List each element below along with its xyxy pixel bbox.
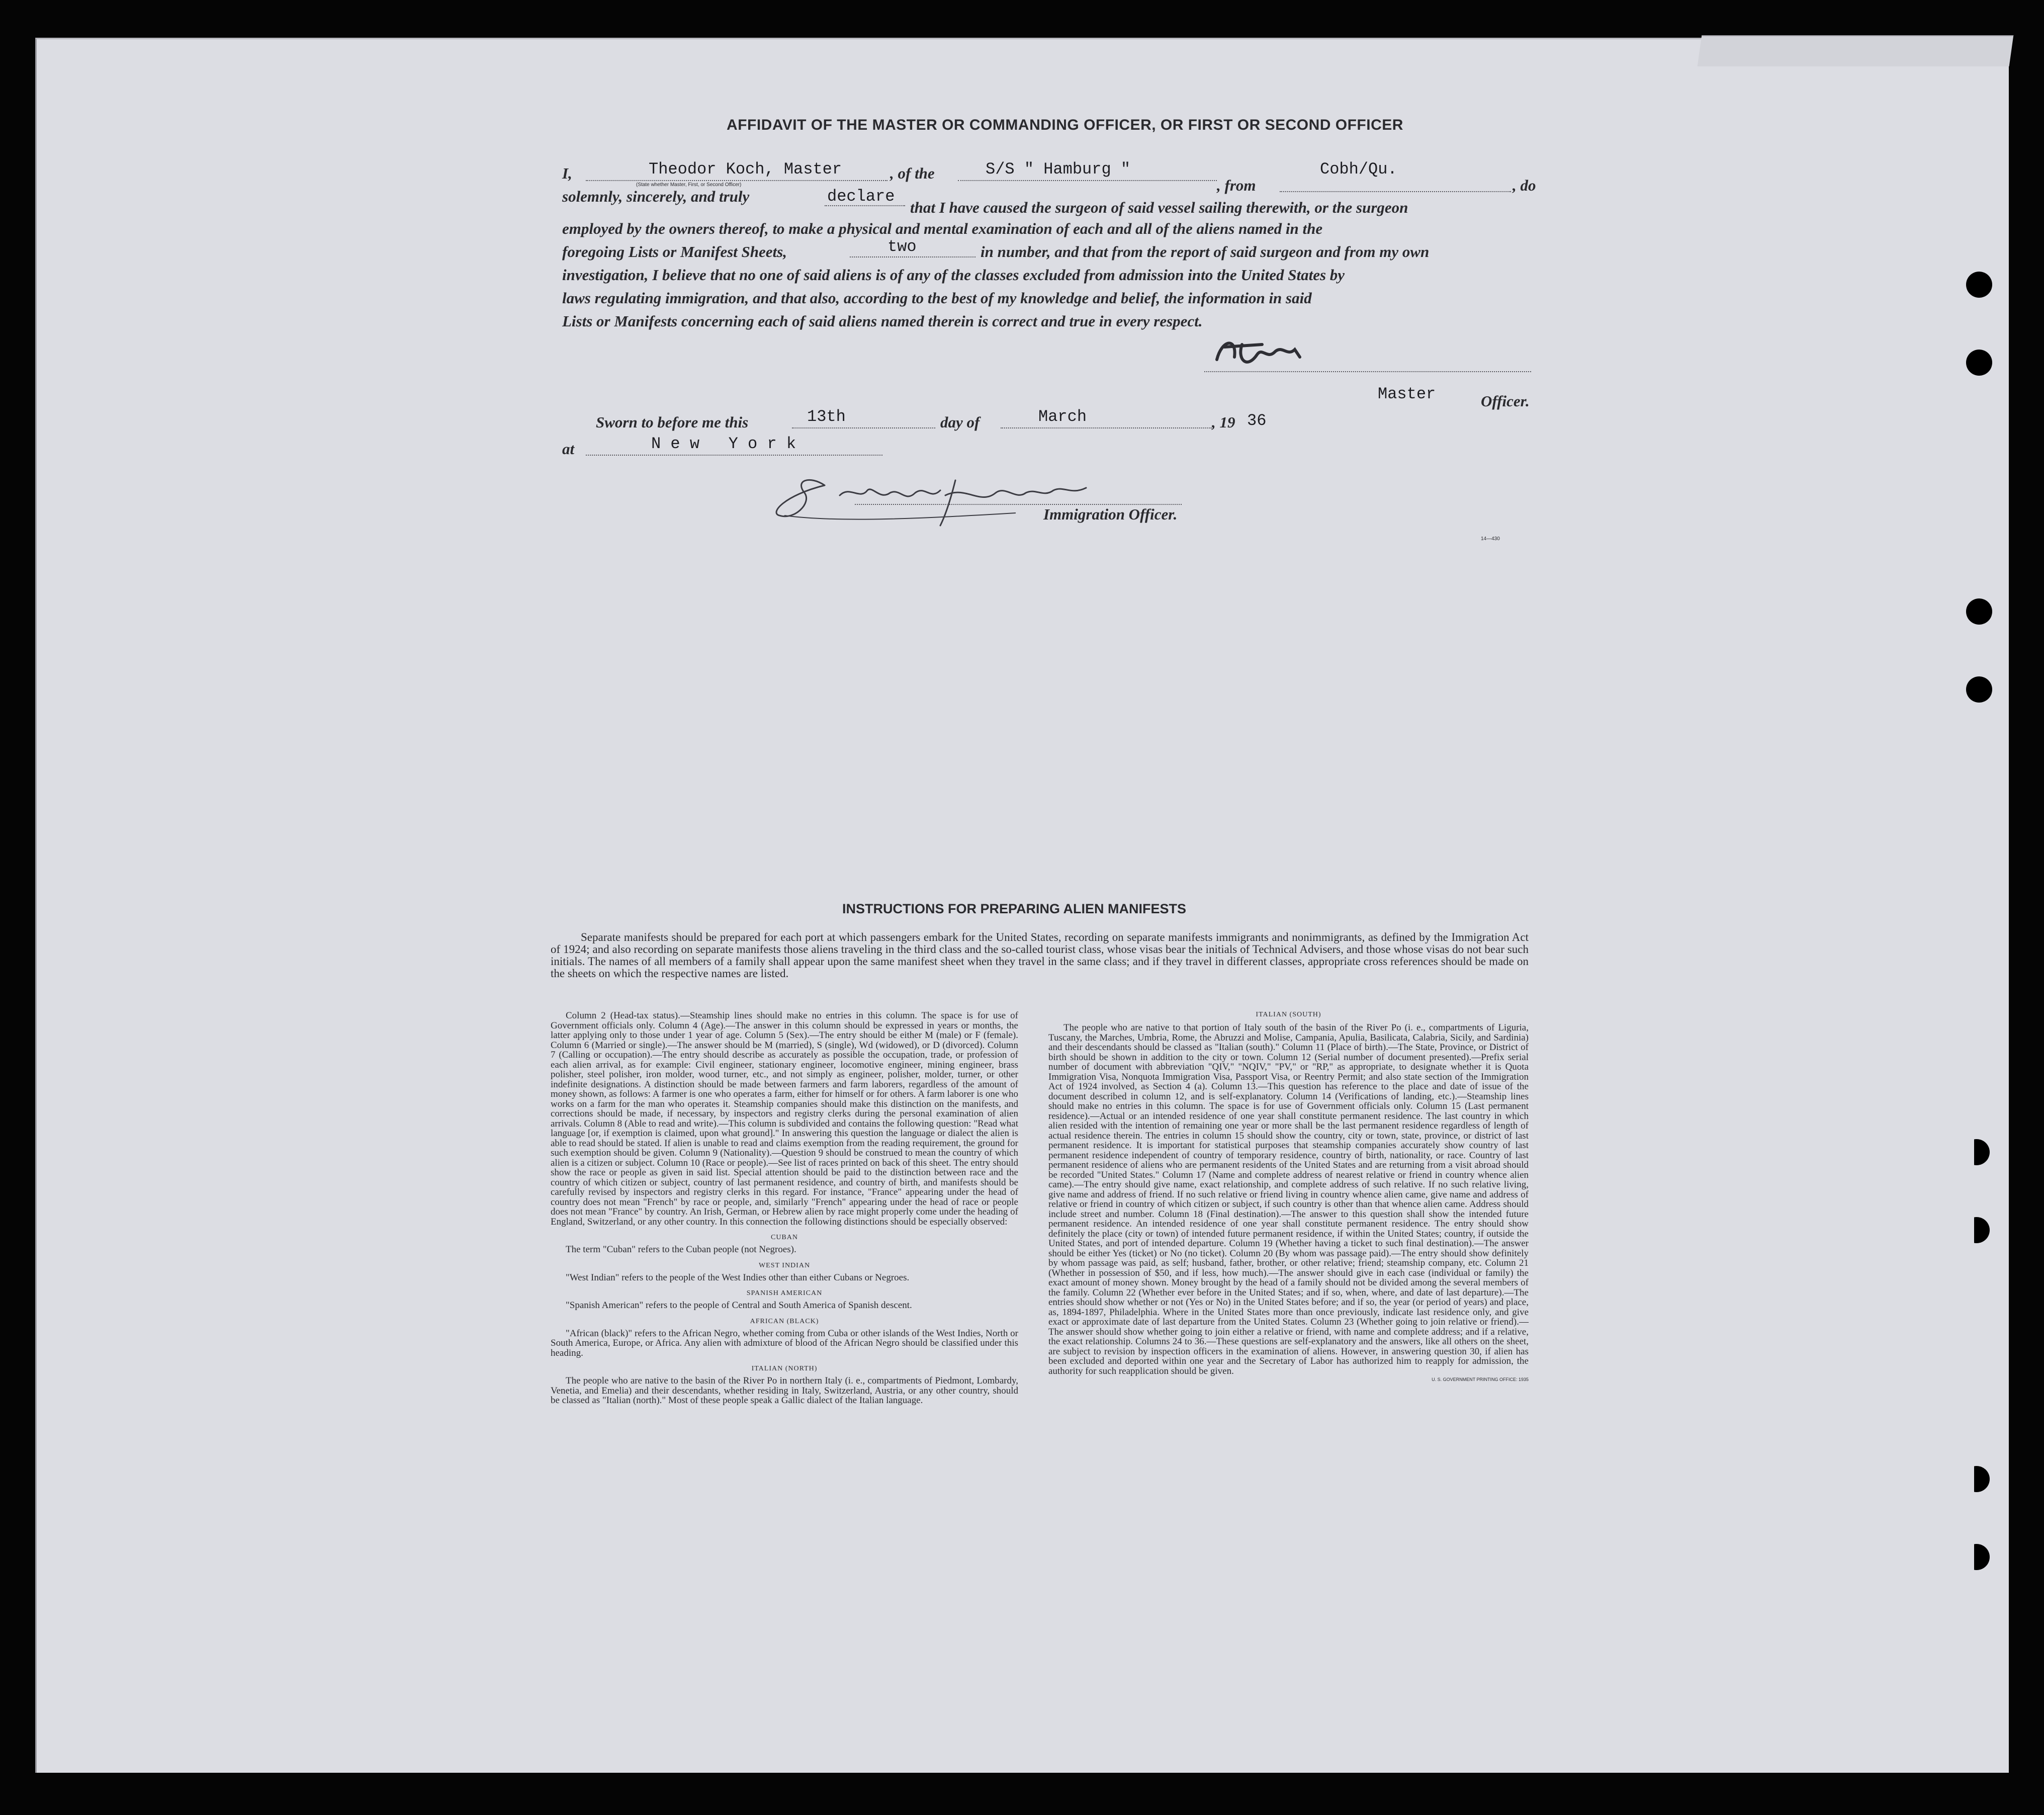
left-column-text: Column 2 (Head-tax status).—Steamship lines should make no entries in this column. The space is for use of Government officials only. Column 4 (Age).—The answer in this column should be expressed in years or months, the latter applying only to those under 1 year of age. Column 5 (Sex).—The entry should be either M (male) or F (female). Column 6 (Married or single).—The answer should be M (married), S (single), Wd (widowed), or D (divorced). Column 7 (Calling or occupation).—The entry should describe as accurately as possible the occupation, trade, or profession of each alien arrival, as for example: Civil engineer, stationary engineer, locomotive engineer, mining engineer, brass polisher, steel polisher, iron molder, wood turner, etc., and not simply as engineer, polisher, molder, turner, or other indefinite designations. A distinction should be made between farmers and farm laborers, regardless of the amount of money shown, as follows: A farmer is one who operates a farm, either for himself or for others. A farm laborer is one who works on a farm for the man who operates it. Steamship companies should make this distinction on the manifests, and corrections should be made, if necessary, by inspectors and registry clerks during the personal examination of alien arrivals. Column 8 (Able to read and write).—This column is subdivided and contains the following question: "Read what language [or, if exemption is claimed, upon what ground]." In answering this question the language or dialect the alien is able to read should be stated. If alien is unable to read and claims exemption from the reading requirement, the ground for such exemption should be given. Column 9 (Nationality).—Question 9 should be construed to mean the country of which alien is a citizen or subject. Column 10 (Race or people).—See list of races printed on back of this sheet. The entry should show the race or people as given in said list. Special attention should be paid to the distinction between race and the country of which citizen or subject, country of last permanent residence, and country of birth, and manifests should be carefully revised by inspectors and registry clerks in this regard. For instance, "France" appearing under the head of country does not mean "French" by race or people, and, similarly "French" appearing under the head of race or people does not mean "France" by country. An Irish, German, or Hebrew alien by race might properly come under the heading of England, Switzerland, or any other country. In this connection the following distinctions should be especially observed: [551, 1010, 1018, 1227]
rank-field: Master [1378, 385, 1436, 403]
affidavit-line-6: laws regulating immigration, and that also, according to the best of my knowledge and belief, the information in said [562, 289, 1312, 307]
cuban-text: The term "Cuban" refers to the Cuban people (not Negroes). [566, 1244, 796, 1255]
affidavit-line-7: Lists or Manifests concerning each of said aliens named therein is correct and true in every respect. [562, 312, 1203, 330]
affidavit-line-2a: solemnly, sincerely, and truly [562, 188, 750, 205]
master-name-line [586, 180, 887, 181]
master-signature-line [1204, 371, 1531, 372]
instructions-left-column [551, 1011, 1018, 1406]
spanish-american-heading: SPANISH AMERICAN [746, 1289, 823, 1297]
master-caption: (State whether Master, First, or Second Officer) [636, 182, 742, 188]
declare-line [825, 205, 905, 206]
punch-hole-icon [1966, 272, 1992, 298]
italian-north-text: The people who are native to the basin of the River Po in northern Italy (i. e., compartments of Piedmont, Lombardy, Venetia, and Emelia) and their descendants, whether residing in Italy, Switzerland, Austria, or any other country, should be classed as "Italian (north)." Most of these people speak a Gallic dialect of the Italian language. [551, 1375, 1018, 1406]
african-heading: AFRICAN (BLACK) [750, 1317, 819, 1325]
sworn-text-a: Sworn to before me this [596, 413, 749, 431]
instructions-title: INSTRUCTIONS FOR PREPARING ALIEN MANIFESTS [842, 901, 1187, 916]
sworn-text-b: day of [940, 413, 980, 431]
master-signature [1207, 329, 1338, 380]
day-line [792, 427, 935, 428]
officer-word: Officer. [1481, 392, 1530, 410]
master-name-field: Theodor Koch, Master [649, 160, 842, 179]
sheet-count-line [850, 256, 975, 257]
month-field: March [1038, 407, 1087, 426]
punch-hole-icon [1964, 1139, 1990, 1165]
punch-hole-icon [1966, 598, 1992, 625]
punch-hole-icon [1964, 1217, 1990, 1243]
cuban-heading: CUBAN [770, 1234, 798, 1241]
west-indian-heading: WEST INDIAN [758, 1261, 811, 1269]
sheet-count-field: two [887, 237, 917, 256]
sworn-text-c: , 19 [1212, 413, 1235, 431]
port-line [1280, 191, 1511, 192]
right-column-text: The people who are native to that portion of Italy south of the basin of the River Po (i. e., compartments of Liguria, Tuscany, the Marches, Umbria, Rome, the Abruzzi and Molise, Campania, Apulia, Basilicata, Calabria, Sicily, and Sardinia) and their descendants should be classed as "Italian (south)." Column 11 (Place of birth).—The State, Province, or District of birth should be shown in addition to the city or town. Column 12 (Serial number of document presented).—Prefix serial number of document with abbreviation "QIV," "NQIV," "PV," or "RP," as appropriate, to designate whether it is Quota Immigration Visa, Nonquota Immigration Visa, Passport Visa, or Reentry Permit; and also state section of the Immigration Act of 1924 involved, as Section 4 (a). Column 13.—This question has reference to the place and date of issue of the document described in column 12, and is self-explanatory. Column 14 (Verifications of landing, etc.).—Steamship lines should make no entries in this column. The space is for use of Government officials only. Column 15 (Last permanent residence).—Actual or an intended residence of one year shall constitute permanent residence. The last country in which alien resided with the intention of remaining one year or more shall be the last permanent residence regardless of length of actual residence therein. The entries in column 15 should show the country, city or town, state, province, or district of last permanent residence. It is important for statistical purposes that steamship companies accurately show country of last permanent residence independent of country of temporary residence, country of birth, nationality, or race. Country of last permanent residence of aliens who are permanent residents of the United States and are returning from a visit abroad should be recorded "United States." Column 17 (Name and complete address of nearest relative or friend in country whence alien came).—The entry should give name, exact relationship, and complete address of such relative. If no such relative living, give name and address of friend. If no such relative or friend living in country whence alien came, give name and address of relative or friend in country of which citizen or subject, if such country is other than that whence alien came. Address should include street and number. Column 18 (Final destination).—The answer to this question shall show the intended future permanent residence. An intended residence of one year shall constitute permanent residence. The entry should show definitely the place (city or town) of intended future permanent residence, if within the United States; country, if outside the United States, and port of intended departure. Column 19 (Whether having a ticket to such final destination).—The answer should be either Yes (ticket) or No (no ticket). Column 20 (By whom was passage paid).—The entry should show definitely by whom passage was paid, as self; husband, father, brother, or other relative; friend; steamship company, etc. Column 21 (Whether in possession of $50, and if less, how much).—The answer should give in each case (individual or family) the exact amount of money shown. Money brought by the head of a family should not be divided among the several members of the family. Column 22 (Whether ever before in the United States; and if so, when, where, and date of last departure).—The entries should show whether or not (Yes or No) in the United States before; and if so, the year (or period of years) and place, as, 1894-1897, Philadelphia. Where in the United States more than once previously, indicate last residence only, and give exact or approximate date of last departure from the United States. Column 23 (Whether going to join relative or friend).—The answer should show whether going to join either a relative or friend, with name and complete address; and if a relative, the exact relationship. Columns 24 to 36.—These questions are self-explanatory and the answers, like all others on the sheet, are subject to revision by inspection officers in the examination of aliens. However, in answering question 30, if alien has been excluded and deported within one year and the Secretary of Labor has authorized him to reapply for admission, the authority for such reapplication should be given. [1048, 1022, 1529, 1376]
affidavit-line-3: employed by the owners thereof, to make a physical and mental examination of each and all of the aliens named in the [562, 220, 1323, 237]
west-indian-text: "West Indian" refers to the people of the West Indies other than either Cubans or Negroes. [566, 1272, 910, 1283]
sheet-edge-tab [1698, 35, 2014, 66]
ship-name-field: S/S " Hamburg " [986, 160, 1131, 179]
affidavit-line-4b: in number, and that from the report of said surgeon and from my own [981, 243, 1430, 261]
printing-office-note: U. S. GOVERNMENT PRINTING OFFICE: 1935 [1432, 1377, 1529, 1382]
instructions-right-column [1048, 1011, 1529, 1382]
declare-field: declare [827, 187, 895, 206]
punch-hole-icon [1966, 676, 1992, 703]
african-text: "African (black)" refers to the African Negro, whether coming from Cuba or other islands of the West Indies, North or South America, Europe, or Africa. Any alien with admixture of blood of the African Negro should be classified under this heading. [551, 1328, 1018, 1358]
month-line [1001, 427, 1212, 428]
place-field: N e w Y o r k [651, 435, 796, 453]
italian-south-heading: ITALIAN (SOUTH) [1256, 1011, 1321, 1018]
affidavit-line-4a: foregoing Lists or Manifest Sheets, [562, 243, 787, 261]
ship-name-line [958, 180, 1217, 181]
affidavit-title: AFFIDAVIT OF THE MASTER OR COMMANDING OFFICER, OR FIRST OR SECOND OFFICER [727, 117, 1403, 133]
place-line [586, 455, 882, 456]
instructions-intro: Separate manifests should be prepared for each port at which passengers embark for the United States, recording on separate manifests immigrants and nonimmigrants, as defined by the Immigration Act of 1924; and also recording on separate manifests those aliens traveling in the third class and the so-called tourist class, whose visas bear the initials of Technical Advisers, and those whose visas do not bear such initials. The names of all members of a family shall appear upon the same manifest sheet when they travel in the same class; and if they travel in different classes, appropriate cross references should be made on the sheets on which the respective names are listed. [551, 931, 1529, 980]
form-number: 14—430 [1481, 536, 1500, 542]
day-field: 13th [807, 407, 846, 426]
punch-hole-icon [1964, 1544, 1990, 1570]
affidavit-line-2b: that I have caused the surgeon of said vessel sailing therewith, or the surgeon [910, 199, 1408, 216]
word-of-the: , of the [890, 164, 935, 182]
immigration-officer-label: Immigration Officer. [1043, 505, 1178, 523]
word-i: I, [562, 164, 572, 182]
spanish-american-text: "Spanish American" refers to the people of Central and South America of Spanish descent. [566, 1300, 912, 1311]
word-do: , do [1513, 177, 1536, 194]
at-word: at [562, 440, 575, 458]
punch-hole-icon [1966, 350, 1992, 376]
word-from: , from [1217, 177, 1256, 194]
port-field: Cobh/Qu. [1320, 160, 1397, 179]
punch-hole-icon [1964, 1466, 1990, 1492]
italian-north-heading: ITALIAN (NORTH) [751, 1365, 818, 1372]
year-field: 36 [1247, 411, 1267, 430]
affidavit-line-5: investigation, I believe that no one of said aliens is of any of the classes excluded from admission into the United States by [562, 266, 1345, 284]
